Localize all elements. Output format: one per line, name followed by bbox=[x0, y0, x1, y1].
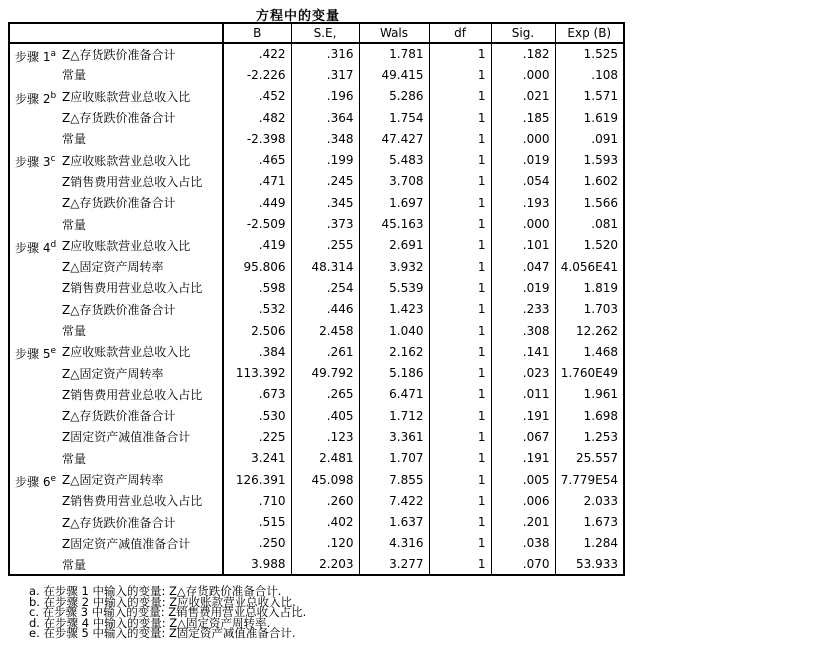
table-row bbox=[9, 384, 624, 405]
value-cell: 2.203 bbox=[291, 554, 359, 575]
value-cell: .000 bbox=[491, 128, 555, 149]
table-row bbox=[9, 43, 624, 64]
variable-name-cell: Z销售费用营业总收入占比 bbox=[62, 281, 203, 296]
column-header: B bbox=[223, 23, 291, 43]
value-cell: .108 bbox=[555, 64, 624, 85]
value-cell: .317 bbox=[291, 64, 359, 85]
value-cell: .000 bbox=[491, 213, 555, 234]
value-cell: 1.602 bbox=[555, 171, 624, 192]
value-cell: .482 bbox=[223, 107, 291, 128]
value-cell: 1.566 bbox=[555, 192, 624, 213]
value-cell: 1 bbox=[429, 554, 491, 575]
value-cell: 1 bbox=[429, 235, 491, 256]
value-cell: 1 bbox=[429, 149, 491, 170]
footnote: b. 在步骤 2 中输入的变量: Z应收账款营业总收入比. bbox=[29, 594, 296, 609]
value-cell: .446 bbox=[291, 299, 359, 320]
value-cell: .047 bbox=[491, 256, 555, 277]
variable-name-cell: Z△存货跌价准备合计 bbox=[62, 196, 176, 211]
variable-name-cell: Z△固定资产周转率 bbox=[62, 260, 164, 275]
value-cell: 1 bbox=[429, 86, 491, 107]
value-cell: .260 bbox=[291, 490, 359, 511]
value-cell: .006 bbox=[491, 490, 555, 511]
step-label: 步骤 3$^c$ bbox=[15, 154, 56, 170]
table-row bbox=[9, 405, 624, 426]
value-cell: 1.754 bbox=[359, 107, 429, 128]
value-cell: 1.637 bbox=[359, 512, 429, 533]
variable-name-cell: Z应收账款营业总收入比 bbox=[62, 89, 191, 104]
table-row bbox=[9, 512, 624, 533]
value-cell: 1.520 bbox=[555, 235, 624, 256]
value-cell: 2.458 bbox=[291, 320, 359, 341]
table-row bbox=[9, 107, 624, 128]
value-cell: 3.361 bbox=[359, 426, 429, 447]
step-label: 步骤 4$^d$ bbox=[15, 239, 57, 255]
value-cell: .021 bbox=[491, 86, 555, 107]
value-cell: .265 bbox=[291, 384, 359, 405]
header-row bbox=[9, 23, 624, 43]
value-cell: .250 bbox=[223, 533, 291, 554]
value-cell: 1.525 bbox=[555, 43, 624, 64]
value-cell: 1 bbox=[429, 362, 491, 383]
variable-name-cell: Z销售费用营业总收入占比 bbox=[62, 174, 203, 189]
table-row bbox=[9, 256, 624, 277]
value-cell: .530 bbox=[223, 405, 291, 426]
value-cell: 1.819 bbox=[555, 277, 624, 298]
value-cell: .405 bbox=[291, 405, 359, 426]
value-cell: .011 bbox=[491, 384, 555, 405]
variable-name-cell: Z应收账款营业总收入比 bbox=[62, 345, 191, 360]
variable-name-cell: Z应收账款营业总收入比 bbox=[62, 238, 191, 253]
value-cell: 1.698 bbox=[555, 405, 624, 426]
value-cell: 45.098 bbox=[291, 469, 359, 490]
value-cell: .038 bbox=[491, 533, 555, 554]
value-cell: .191 bbox=[491, 405, 555, 426]
value-cell: 1 bbox=[429, 341, 491, 362]
value-cell: .101 bbox=[491, 235, 555, 256]
table-row bbox=[9, 341, 624, 362]
value-cell: 1 bbox=[429, 64, 491, 85]
value-cell: .070 bbox=[491, 554, 555, 575]
value-cell: .515 bbox=[223, 512, 291, 533]
table-row bbox=[9, 149, 624, 170]
table-row bbox=[9, 235, 624, 256]
value-cell: .019 bbox=[491, 149, 555, 170]
column-header: S.E, bbox=[291, 23, 359, 43]
value-cell: 1 bbox=[429, 320, 491, 341]
value-cell: 3.708 bbox=[359, 171, 429, 192]
value-cell: .067 bbox=[491, 426, 555, 447]
table-row bbox=[9, 533, 624, 554]
table-row bbox=[9, 299, 624, 320]
value-cell: 1 bbox=[429, 299, 491, 320]
column-header: Wals bbox=[359, 23, 429, 43]
value-cell: .308 bbox=[491, 320, 555, 341]
value-cell: .193 bbox=[491, 192, 555, 213]
value-cell: .005 bbox=[491, 469, 555, 490]
variable-name-cell: Z销售费用营业总收入占比 bbox=[62, 387, 203, 402]
step-footnote-marker: c bbox=[50, 154, 56, 165]
value-cell: 5.186 bbox=[359, 362, 429, 383]
value-cell: 3.277 bbox=[359, 554, 429, 575]
value-cell: 126.391 bbox=[223, 469, 291, 490]
value-cell: 7.779E54 bbox=[555, 469, 624, 490]
value-cell: 2.033 bbox=[555, 490, 624, 511]
value-cell: .402 bbox=[291, 512, 359, 533]
table-row bbox=[9, 490, 624, 511]
table-row bbox=[9, 362, 624, 383]
step-footnote-marker: e bbox=[50, 473, 56, 484]
value-cell: -2.398 bbox=[223, 128, 291, 149]
value-cell: .422 bbox=[223, 43, 291, 64]
value-cell: 1.760E49 bbox=[555, 362, 624, 383]
value-cell: 1 bbox=[429, 277, 491, 298]
value-cell: 47.427 bbox=[359, 128, 429, 149]
value-cell: 1 bbox=[429, 469, 491, 490]
variable-name-cell: Z△存货跌价准备合计 bbox=[62, 409, 176, 424]
value-cell: 1 bbox=[429, 533, 491, 554]
table-row bbox=[9, 426, 624, 447]
value-cell: .123 bbox=[291, 426, 359, 447]
value-cell: 6.471 bbox=[359, 384, 429, 405]
value-cell: 7.855 bbox=[359, 469, 429, 490]
value-cell: .471 bbox=[223, 171, 291, 192]
value-cell: .348 bbox=[291, 128, 359, 149]
value-cell: 5.539 bbox=[359, 277, 429, 298]
value-cell: .452 bbox=[223, 86, 291, 107]
value-cell: 1 bbox=[429, 490, 491, 511]
value-cell: .199 bbox=[291, 149, 359, 170]
step-label: 步骤 2$^b$ bbox=[15, 90, 57, 106]
footnote: e. 在步骤 5 中输入的变量: Z固定资产减值准备合计. bbox=[29, 626, 296, 641]
variable-name-cell: Z△固定资产周转率 bbox=[62, 473, 164, 488]
value-cell: 1.703 bbox=[555, 299, 624, 320]
variables-in-equation-table bbox=[8, 22, 625, 576]
value-cell: 4.056E41 bbox=[555, 256, 624, 277]
value-cell: .185 bbox=[491, 107, 555, 128]
value-cell: 2.162 bbox=[359, 341, 429, 362]
value-cell: 1.423 bbox=[359, 299, 429, 320]
value-cell: 25.557 bbox=[555, 448, 624, 469]
footnote: a. 在步骤 1 中输入的变量: Z△存货跌价准备合计. bbox=[29, 584, 282, 598]
table-title: 方程中的变量 bbox=[255, 9, 340, 24]
step-footnote-marker: b bbox=[50, 90, 57, 101]
value-cell: 1 bbox=[429, 171, 491, 192]
table-row bbox=[9, 213, 624, 234]
value-cell: .091 bbox=[555, 128, 624, 149]
column-header: df bbox=[429, 23, 491, 43]
value-cell: 49.792 bbox=[291, 362, 359, 383]
value-cell: 1 bbox=[429, 405, 491, 426]
variable-name-cell: Z固定资产减值准备合计 bbox=[62, 536, 191, 551]
value-cell: 1 bbox=[429, 192, 491, 213]
value-cell: 1 bbox=[429, 107, 491, 128]
value-cell: 1 bbox=[429, 448, 491, 469]
value-cell: 3.932 bbox=[359, 256, 429, 277]
value-cell: 2.691 bbox=[359, 235, 429, 256]
step-label: 步骤 1$^a$ bbox=[15, 49, 56, 64]
variable-name-cell: Z应收账款营业总收入比 bbox=[62, 153, 191, 168]
value-cell: 1.284 bbox=[555, 533, 624, 554]
variable-name-cell: Z固定资产减值准备合计 bbox=[62, 430, 191, 445]
value-cell: .673 bbox=[223, 384, 291, 405]
step-footnote-marker: a bbox=[50, 49, 56, 59]
table-row bbox=[9, 86, 624, 107]
corner-cell bbox=[9, 23, 223, 43]
variable-name-cell: Z销售费用营业总收入占比 bbox=[62, 494, 203, 509]
value-cell: .316 bbox=[291, 43, 359, 64]
value-cell: 1.781 bbox=[359, 43, 429, 64]
table-row bbox=[9, 192, 624, 213]
value-cell: .196 bbox=[291, 86, 359, 107]
value-cell: 1.040 bbox=[359, 320, 429, 341]
value-cell: 7.422 bbox=[359, 490, 429, 511]
value-cell: .201 bbox=[491, 512, 555, 533]
value-cell: .081 bbox=[555, 213, 624, 234]
value-cell: .419 bbox=[223, 235, 291, 256]
step-footnote-marker: e bbox=[50, 346, 56, 357]
value-cell: .023 bbox=[491, 362, 555, 383]
value-cell: 1 bbox=[429, 256, 491, 277]
value-cell: 1.961 bbox=[555, 384, 624, 405]
value-cell: 1 bbox=[429, 384, 491, 405]
table-row bbox=[9, 554, 624, 575]
value-cell: 1.712 bbox=[359, 405, 429, 426]
column-header: Exp (B) bbox=[555, 23, 624, 43]
variable-name-cell: Z△存货跌价准备合计 bbox=[62, 302, 176, 317]
column-header: Sig. bbox=[491, 23, 555, 43]
footnotes bbox=[29, 586, 306, 639]
value-cell: .182 bbox=[491, 43, 555, 64]
value-cell: 1.697 bbox=[359, 192, 429, 213]
variable-name-cell: 常量 bbox=[62, 451, 87, 466]
value-cell: .364 bbox=[291, 107, 359, 128]
table-row bbox=[9, 128, 624, 149]
value-cell: 1 bbox=[429, 213, 491, 234]
value-cell: .373 bbox=[291, 213, 359, 234]
value-cell: 3.241 bbox=[223, 448, 291, 469]
value-cell: .384 bbox=[223, 341, 291, 362]
value-cell: 49.415 bbox=[359, 64, 429, 85]
value-cell: 1.673 bbox=[555, 512, 624, 533]
value-cell: .345 bbox=[291, 192, 359, 213]
variable-name-cell: Z△存货跌价准备合计 bbox=[62, 515, 176, 530]
step-footnote-marker: d bbox=[50, 239, 57, 250]
value-cell: 1.571 bbox=[555, 86, 624, 107]
value-cell: 95.806 bbox=[223, 256, 291, 277]
value-cell: 53.933 bbox=[555, 554, 624, 575]
value-cell: 113.392 bbox=[223, 362, 291, 383]
value-cell: 1 bbox=[429, 43, 491, 64]
value-cell: .449 bbox=[223, 192, 291, 213]
variable-name-cell: 常量 bbox=[62, 217, 87, 232]
value-cell: .054 bbox=[491, 171, 555, 192]
value-cell: 1 bbox=[429, 426, 491, 447]
value-cell: 1 bbox=[429, 512, 491, 533]
variable-name-cell: Z△存货跌价准备合计 bbox=[62, 111, 176, 126]
value-cell: .019 bbox=[491, 277, 555, 298]
value-cell: 1.707 bbox=[359, 448, 429, 469]
value-cell: .225 bbox=[223, 426, 291, 447]
value-cell: .598 bbox=[223, 277, 291, 298]
value-cell: .710 bbox=[223, 490, 291, 511]
value-cell: 1.468 bbox=[555, 341, 624, 362]
footnote: d. 在步骤 4 中输入的变量: Z△固定资产周转率. bbox=[29, 615, 271, 630]
variable-name-cell: Z△存货跌价准备合计 bbox=[62, 47, 176, 62]
table-row bbox=[9, 64, 624, 85]
value-cell: 5.483 bbox=[359, 149, 429, 170]
table-row bbox=[9, 171, 624, 192]
step-label: 步骤 5e bbox=[15, 346, 56, 362]
value-cell: 5.286 bbox=[359, 86, 429, 107]
value-cell: 1.253 bbox=[555, 426, 624, 447]
value-cell: .465 bbox=[223, 149, 291, 170]
value-cell: 2.506 bbox=[223, 320, 291, 341]
value-cell: .000 bbox=[491, 64, 555, 85]
value-cell: .261 bbox=[291, 341, 359, 362]
value-cell: -2.226 bbox=[223, 64, 291, 85]
value-cell: .255 bbox=[291, 235, 359, 256]
value-cell: .141 bbox=[491, 341, 555, 362]
value-cell: .245 bbox=[291, 171, 359, 192]
value-cell: .191 bbox=[491, 448, 555, 469]
footnote: c. 在步骤 3 中输入的变量: Z销售费用营业总收入占比. bbox=[29, 605, 307, 620]
value-cell: 48.314 bbox=[291, 256, 359, 277]
value-cell: 3.988 bbox=[223, 554, 291, 575]
step-label: 步骤 6e bbox=[15, 473, 56, 489]
value-cell: 12.262 bbox=[555, 320, 624, 341]
value-cell: .233 bbox=[491, 299, 555, 320]
table-row bbox=[9, 320, 624, 341]
value-cell: 2.481 bbox=[291, 448, 359, 469]
variable-name-cell: Z△固定资产周转率 bbox=[62, 366, 164, 381]
table-row bbox=[9, 469, 624, 490]
variable-name-cell: 常量 bbox=[62, 132, 87, 147]
value-cell: 1.619 bbox=[555, 107, 624, 128]
variable-name-cell: 常量 bbox=[62, 557, 87, 572]
value-cell: 1 bbox=[429, 128, 491, 149]
table-row bbox=[9, 448, 624, 469]
variable-name-cell: 常量 bbox=[62, 68, 87, 83]
variable-name-cell: 常量 bbox=[62, 324, 87, 338]
table-row bbox=[9, 277, 624, 298]
value-cell: 1.593 bbox=[555, 149, 624, 170]
value-cell: 45.163 bbox=[359, 213, 429, 234]
value-cell: .532 bbox=[223, 299, 291, 320]
value-cell: -2.509 bbox=[223, 213, 291, 234]
value-cell: 4.316 bbox=[359, 533, 429, 554]
value-cell: .120 bbox=[291, 533, 359, 554]
value-cell: .254 bbox=[291, 277, 359, 298]
